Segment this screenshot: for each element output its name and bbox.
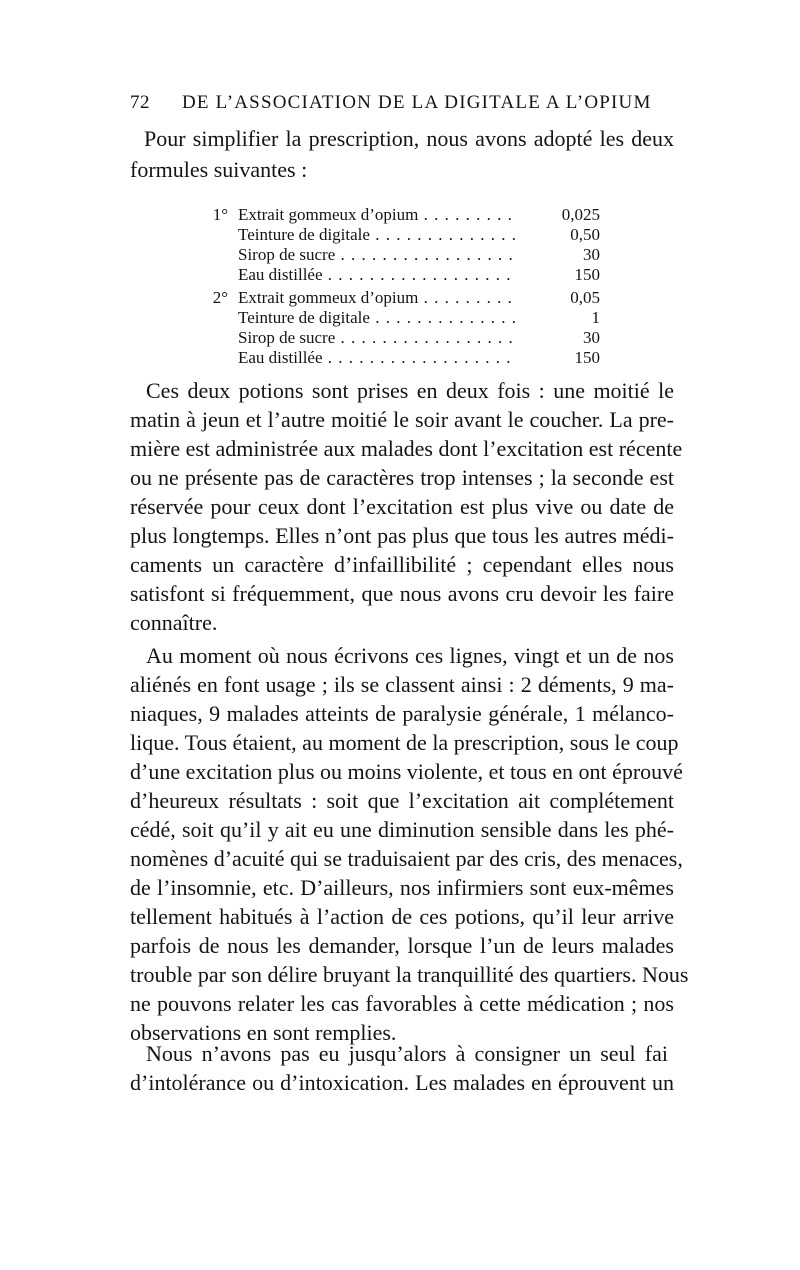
text-line: aliénés en font usage ; ils se classent ainsi : 2 déments, 9 ma- (130, 672, 674, 697)
ingredient-name: Sirop de sucre . . . (238, 245, 516, 265)
intro-line: Pour simplifier la prescription, nous avons adopté les deux (144, 126, 674, 151)
text-line: tellement habitués à l’action de ces potions, qu’il leur arrive (130, 904, 674, 929)
text-line: cédé, soit qu’il y ait eu une diminution sensible dans les phé- (130, 817, 674, 842)
text-line: d’heureux résultats : soit que l’excitation ait complétement (130, 788, 674, 813)
ingredient-name: Teinture de digitale . . . (238, 225, 516, 245)
text-line: Au moment où nous écrivons ces lignes, vingt et un de nos (146, 643, 674, 668)
running-title: DE L’ASSOCIATION DE LA DIGITALE A L’OPIUM (182, 92, 652, 113)
text-line: nomènes d’acuité qui se traduisaient par des cris, des menaces, (130, 846, 683, 871)
ingredient-name: Teinture de digitale . . . (238, 308, 516, 328)
ingredient-name: Extrait gommeux d’opium . . . (238, 205, 516, 225)
text-line: lique. Tous étaient, au moment de la prescription, sous le coup (130, 730, 679, 755)
ingredient-name: Sirop de sucre . . . (238, 328, 516, 348)
text-line: Ces deux potions sont prises en deux fois : une moitié le (146, 378, 674, 403)
text-line: caments un caractère d’infaillibilité ; cependant elles nous (130, 552, 674, 577)
text-line: satisfont si fréquemment, que nous avons cru devoir les faire (130, 581, 674, 606)
text-line: d’une excitation plus ou moins violente, et tous en ont éprouvé (130, 759, 683, 784)
running-header (130, 92, 690, 114)
page-number: 72 (130, 92, 150, 113)
text-line: réservée pour ceux dont l’excitation est plus vive ou date de (130, 494, 674, 519)
text-line: observations en sont remplies. (130, 1020, 397, 1045)
text-line: Nous n’avons pas eu jusqu’alors à consigner un seul fai (146, 1041, 668, 1066)
text-line: matin à jeun et l’autre moitié le soir avant le coucher. La pre- (130, 407, 674, 432)
ingredient-quantity: 30 (583, 245, 600, 264)
text-line: connaître. (130, 610, 218, 635)
text-line: niaques, 9 malades atteints de paralysie générale, 1 mélanco- (130, 701, 674, 726)
ingredient-quantity: 0,50 (570, 225, 600, 244)
ingredient-name: Extrait gommeux d’opium . . . (238, 288, 516, 308)
text-line: parfois de nous les demander, lorsque l’un de leurs malades (130, 933, 674, 958)
ingredient-quantity: 0,025 (561, 205, 600, 224)
text-line: d’intolérance ou d’intoxication. Les malades en éprouvent un (130, 1070, 674, 1095)
text-line: mière est administrée aux malades dont l’excitation est récente (130, 436, 683, 461)
intro-line: formules suivantes : (130, 157, 308, 182)
formula-number: 1° (212, 205, 228, 224)
ingredient-quantity: 150 (574, 348, 600, 367)
ingredient-name: Eau distillée . . . (238, 348, 516, 368)
ingredient-name: Eau distillée . . . (238, 265, 516, 285)
ingredient-quantity: 1 (591, 308, 600, 327)
ingredient-quantity: 150 (574, 265, 600, 284)
text-line: plus longtemps. Elles n’ont pas plus que tous les autres médi- (130, 523, 674, 548)
text-line: ne pouvons relater les cas favorables à cette médication ; nos (130, 991, 674, 1016)
formula-number: 2° (212, 288, 228, 307)
text-line: trouble par son délire bruyant la tranquillité des quartiers. Nous (130, 962, 689, 987)
text-line: ou ne présente pas de caractères trop intenses ; la seconde est (130, 465, 674, 490)
ingredient-quantity: 0,05 (570, 288, 600, 307)
ingredient-quantity: 30 (583, 328, 600, 347)
text-line: de l’insomnie, etc. D’ailleurs, nos infirmiers sont eux-mêmes (130, 875, 674, 900)
